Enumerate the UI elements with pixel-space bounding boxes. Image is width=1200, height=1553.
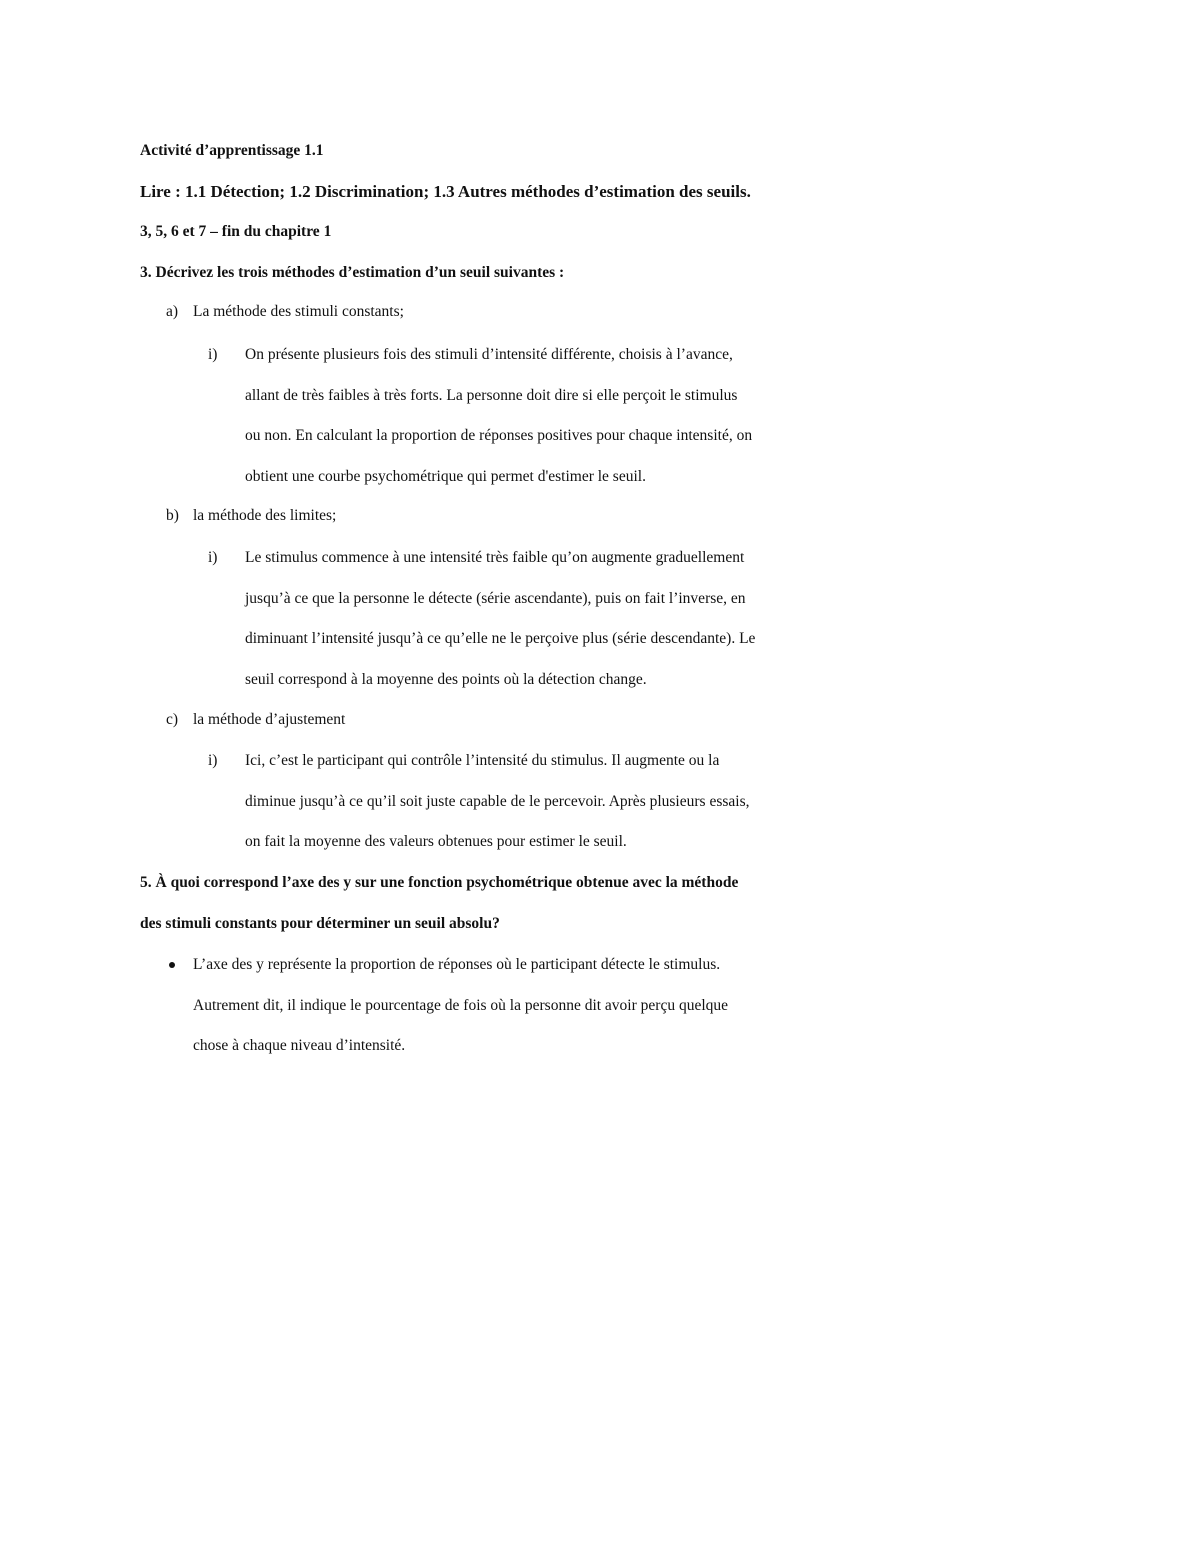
item-c-text-line: diminue jusqu’à ce qu’il soit juste capable de le percevoir. Après plusieurs essais, bbox=[245, 793, 750, 810]
item-a-sub-marker: i) bbox=[208, 346, 218, 363]
item-b-text-line: Le stimulus commence à une intensité très faible qu’on augmente graduellement bbox=[245, 549, 745, 566]
item-c-marker: c) bbox=[166, 711, 179, 728]
answer-5-text-line: chose à chaque niveau d’intensité. bbox=[193, 1037, 406, 1054]
item-a-text-line: ou non. En calculant la proportion de réponses positives pour chaque intensité, on bbox=[245, 427, 753, 444]
item-c-text-line: on fait la moyenne des valeurs obtenues pour estimer le seuil. bbox=[245, 833, 627, 850]
item-b-text-line: jusqu’à ce que la personne le détecte (série ascendante), puis on fait l’inverse, en bbox=[245, 590, 746, 607]
item-a-marker: a) bbox=[166, 303, 179, 320]
item-b-text-line: seuil correspond à la moyenne des points où la détection change. bbox=[245, 671, 647, 688]
question-3-title: 3. Décrivez les trois méthodes d’estimation d’un seuil suivantes : bbox=[140, 264, 565, 281]
item-a-text-line: allant de très faibles à très forts. La personne doit dire si elle perçoit le stimulus bbox=[245, 387, 738, 404]
answer-5-text-line: L’axe des y représente la proportion de réponses où le participant détecte le stimulus. bbox=[193, 956, 721, 973]
reading-instructions: Lire : 1.1 Détection; 1.2 Discrimination; 1.3 Autres méthodes d’estimation des seuils. bbox=[140, 182, 751, 201]
item-b-label: la méthode des limites; bbox=[193, 507, 337, 524]
question-5-title-line: des stimuli constants pour déterminer un seuil absolu? bbox=[140, 915, 500, 932]
item-a-text-line: On présente plusieurs fois des stimuli d’intensité différente, choisis à l’avance, bbox=[245, 346, 733, 363]
answer-5-text-line: Autrement dit, il indique le pourcentage de fois où la personne dit avoir perçu quelque bbox=[193, 997, 729, 1014]
item-c-label: la méthode d’ajustement bbox=[193, 711, 346, 728]
item-a-label: La méthode des stimuli constants; bbox=[193, 303, 404, 320]
item-c-text-line: Ici, c’est le participant qui contrôle l’intensité du stimulus. Il augmente ou la bbox=[245, 752, 720, 769]
item-b-sub-marker: i) bbox=[208, 549, 218, 566]
item-b-marker: b) bbox=[166, 507, 179, 524]
questions-reference: 3, 5, 6 et 7 – fin du chapitre 1 bbox=[140, 223, 332, 240]
question-5-title-line: 5. À quoi correspond l’axe des y sur une fonction psychométrique obtenue avec la méthode bbox=[140, 874, 739, 891]
item-a-text-line: obtient une courbe psychométrique qui permet d'estimer le seuil. bbox=[245, 468, 646, 485]
bullet-icon bbox=[169, 962, 175, 968]
item-c-sub-marker: i) bbox=[208, 752, 218, 769]
item-b-text-line: diminuant l’intensité jusqu’à ce qu’elle ne le perçoive plus (série descendante). Le bbox=[245, 630, 756, 647]
activity-title: Activité d’apprentissage 1.1 bbox=[140, 142, 324, 159]
